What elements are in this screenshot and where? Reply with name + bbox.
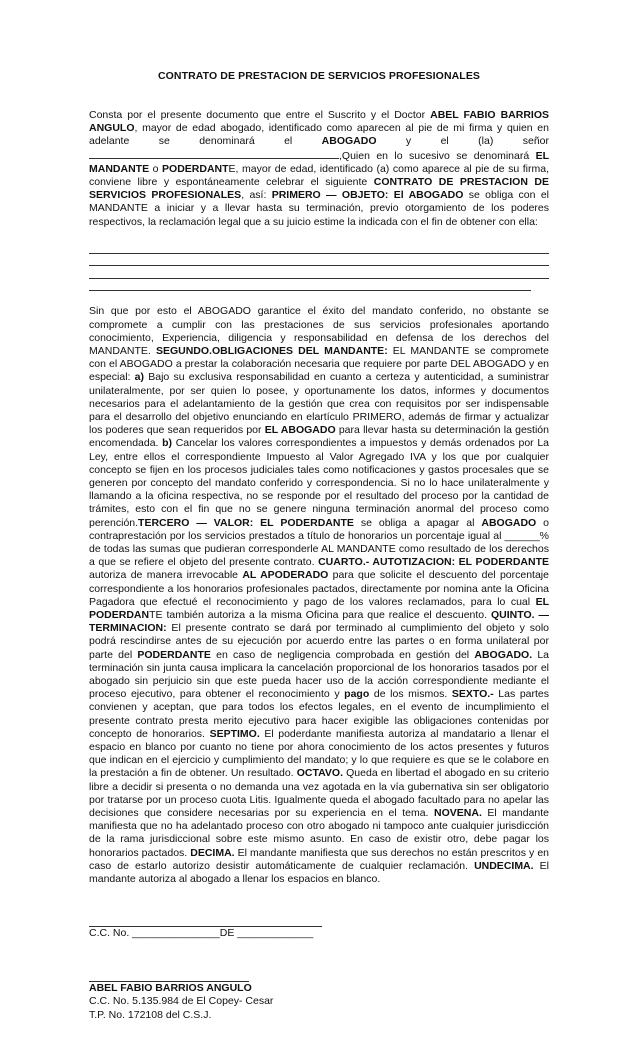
signature-line — [89, 969, 249, 982]
object-blank-lines — [89, 243, 549, 292]
mandante-cc-label: C.C. No. _______________DE _____________ — [89, 927, 314, 940]
blank-line — [89, 268, 549, 279]
abogado-signature-block — [89, 969, 549, 1023]
abogado-cc: C.C. No. 5.135.984 de El Copey- Cesar — [89, 995, 274, 1008]
blank-line — [89, 243, 549, 254]
document-title: CONTRATO DE PRESTACION DE SERVICIOS PROFESIONALES — [157, 70, 481, 82]
blank-line — [89, 280, 531, 291]
intro-paragraph: Consta por el presente documento que entre el Suscrito y el Doctor ABEL FABIO BARRIOS ANGULO, mayor de edad abogado, identificado como aparecen al pie de mi firma y quien en adelante se denominará el ABOGADO y el (la) señor ,Quien en lo sucesivo se denominará EL MANDANTE o PODERDANTE, mayor de edad, identificado (a) como aparece al pie de su firma, conviene libre y espontáneamente celebrar el siguiente CONTRATO DE PRESTACION DE SERVICIOS PROFESIONALES, así: PRIMERO — OBJETO: El ABOGADO se obliga con el MANDANTE a iniciar y a llevar hasta su terminación, previo otorgamiento de los poderes respectivos, la reclamación legal que a su juicio estime la indicada con el fin de obtener con ella: — [89, 109, 550, 228]
document-page — [89, 70, 549, 1022]
signature-line — [89, 914, 322, 927]
clauses-paragraph: Sin que por esto el ABOGADO garantice el éxito del mandato conferido, no obstante se compromete a cumplir con las prestaciones de sus servicios profesionales aportando conocimiento, Experiencia, diligencia y responsabilidad en defensa de los derechos del MANDANTE. SEGUNDO.OBLIGACIONES DEL MANDANTE: EL MANDANTE se compromete con el ABOGADO a prestar la colaboración necesaria que requiere por parte DEL ABOGADO y en especial: a) Bajo su exclusiva responsabilidad en cuanto a certeza y autenticidad, a suministrar unilateralmente, por ser quien lo posee, y oportunamente los datos, informes y documentos necesarios para el adelantamiento de la gestión que crea con requisitos por ser indispensable para el desarrollo del objetivo enunciando en elartículo PRIMERO, además de firmar y actualizar los poderes que sean requeridos por EL ABOGADO para llevar hasta su determinación la gestión encomendada. b) Cancelar los valores correspondientes a impuestos y demás ordenados por La Ley, entre ellos el correspondiente Impuesto al Valor Agregado IVA y los que por cualquier concepto se fijen en los procesos judiciales tales como notificaciones y gastos procesales que se generen por concepto del mandato conferido y correspondencia. Si no lo hace unilateralmente y llamando a la oficina respectiva, no se responde por el resultado del proceso por la cantidad de trámites, esto con el fin que no se genere ninguna terminación anormal del proceso como perención.TERCERO — VALOR: EL PODERDANTE se obliga a apagar al ABOGADO o contraprestación por los servicios prestados a título de honorarios un porcentaje igual al ______% de todas las sumas que pudieran corresponderle AL MANDANTE como resultado de los derechos a que se refiere el objeto del presente contrato. CUARTO.- AUTOTIZACION: EL PODERDANTE autoriza de manera irrevocable AL APODERADO para que solicite el descuento del porcentaje correspondiente a los honorarios profesionales pactados, directamente por nomina ante la Oficina Pagadora que efectué el reconocimiento y pago de los valores reclamados, para lo cual EL PODERDANTE también autoriza a la misma Oficina para que realice el descuento. QUINTO. — TERMINACION: El presente contrato se dará por terminado al cumplimiento del objeto y solo podrá rescindirse antes de su ejecución por acuerdo entre las partes o en forma unilateral por parte del PODERDANTE en caso de negligencia comprobada en gestión del ABOGADO. La terminación sin junta causa implicara la cancelación proporcional de los honorarios tasados por el abogado sin perjuicio sin que este pueda hacer uso de la acción correspondiente mediante el proceso ejecutivo, para obtener el reconocimiento y pago de los mismos. SEXTO.- Las partes convienen y aceptan, que para todos los efectos legales, en el evento de incumplimiento el presente contrato presta merito ejecutivo para hacer exigible las obligaciones contenidas por concepto de honorarios. SEPTIMO. El poderdante manifiesta autoriza al mandatario a llenar el espacio en blanco por cuanto no tiene por ahora conocimiento de los actos presentes y futuros que indican en el ejercicio y cumplimiento del mandato; y lo que requiere es que se le colabore en la prestación a fin de obtener. Un resultado. OCTAVO. Queda en libertad el abogado en su criterio libre a decidir si presenta o no demanda una vez agotada en la vía gubernativa sin ser obligatorio por tratarse por un proceso cuota Litis. Igualmente queda el abogado facultado para no apelar las decisiones que considere necesarias por su experiencia en el tema. NOVENA. El mandante manifiesta que no ha adelantado proceso con otro abogado ni tampoco ante cualquier jurisdicción de la rama jurisdiccional sobre este mismo asunto. En caso de existir otro, debe pagar los honorarios pactados. DECIMA. El mandante manifiesta que sus derechos no están prescritos y en caso de estarlo autorizo desistir automáticamente de cualquier reclamación. UNDECIMA. El mandante autoriza al abogado a llenar los espacios en blanco. — [89, 305, 550, 886]
abogado-tp: T.P. No. 172108 del C.S.J. — [89, 1008, 212, 1021]
mandante-name-blank — [89, 149, 339, 159]
abogado-name: ABEL FABIO BARRIOS ANGULO — [89, 981, 252, 994]
mandante-signature-block — [89, 914, 549, 941]
blank-line — [89, 255, 549, 266]
